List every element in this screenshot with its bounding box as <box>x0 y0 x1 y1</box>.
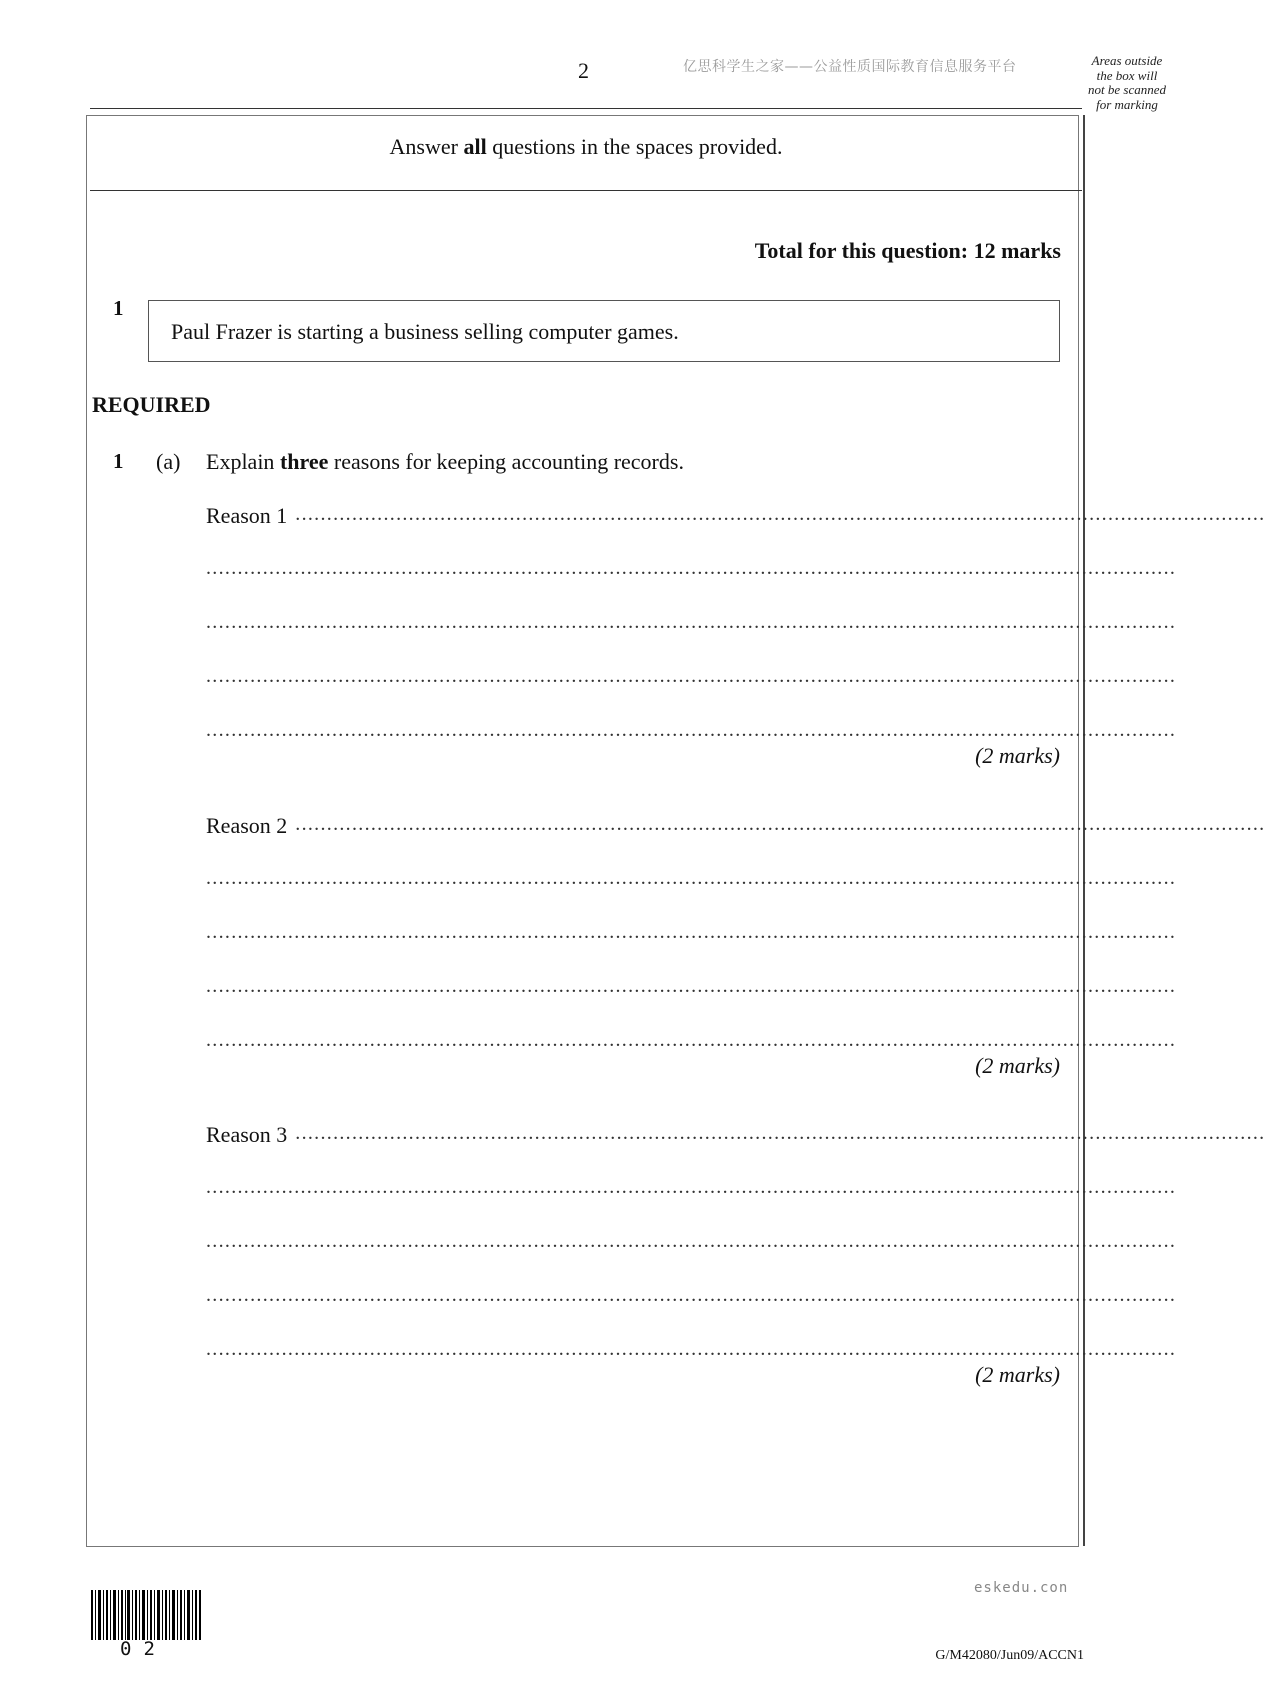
answer-line[interactable]: .......................................................................................................................................................... <box>206 1284 1177 1306</box>
page-number: 2 <box>578 58 589 83</box>
instructions <box>90 134 1082 160</box>
prompt-emphasis: three <box>279 449 329 474</box>
margin-note-line: the box will <box>1096 67 1158 83</box>
margin-note-line: Areas outside <box>1091 53 1163 68</box>
answer-line[interactable]: .......................................................................................................................................................... <box>206 611 1177 633</box>
question-total: Total for this question: 12 marks <box>754 238 1061 263</box>
answer-line[interactable]: Reason 2 .......................................................................................................................................................... <box>206 813 1265 838</box>
part-number: 1 <box>113 449 124 473</box>
barcode-icon <box>91 1590 201 1640</box>
instructions-text: Answer <box>389 134 464 159</box>
barcode-digits: 02 <box>120 1638 167 1660</box>
answer-line[interactable]: .......................................................................................................................................................... <box>206 665 1177 687</box>
paper-reference: G/M42080/Jun09/ACCN1 <box>935 1648 1084 1663</box>
margin-note-line: not be scanned <box>1088 82 1166 97</box>
margin-note-line: for marking <box>1096 96 1158 112</box>
reason-label: Reason 2 <box>206 813 288 838</box>
question-prompt <box>206 449 684 475</box>
answer-line[interactable]: .......................................................................................................................................................... <box>206 557 1177 579</box>
answer-line[interactable]: .......................................................................................................................................................... <box>206 975 1177 997</box>
marks-label: (2 marks) <box>975 1362 1060 1387</box>
header-rule <box>90 108 1082 109</box>
reason-label: Reason 1 <box>206 503 288 528</box>
instructions-text: questions in the spaces provided. <box>486 134 783 159</box>
site-watermark: eskedu.con <box>974 1580 1069 1596</box>
answer-line[interactable]: .......................................................................................................................................................... <box>206 1029 1177 1051</box>
answer-line[interactable]: .......................................................................................................................................................... <box>206 1176 1177 1198</box>
prompt-text: Explain <box>206 449 280 474</box>
watermark-text: 亿思科学生之家——公益性质国际教育信息服务平台 <box>683 59 1017 75</box>
answer-line[interactable]: .......................................................................................................................................................... <box>206 867 1177 889</box>
answer-line[interactable]: Reason 1 .......................................................................................................................................................... <box>206 503 1265 528</box>
answer-line[interactable]: .......................................................................................................................................................... <box>206 719 1177 741</box>
answer-line[interactable]: .......................................................................................................................................................... <box>206 1230 1177 1252</box>
marks-label: (2 marks) <box>975 1053 1060 1078</box>
part-label: (a) <box>156 449 181 474</box>
instructions-rule <box>90 190 1082 191</box>
answer-line[interactable]: .......................................................................................................................................................... <box>206 1338 1177 1360</box>
marks-label: (2 marks) <box>975 743 1060 768</box>
prompt-text: reasons for keeping accounting records. <box>328 449 684 474</box>
answer-line[interactable]: .......................................................................................................................................................... <box>206 921 1177 943</box>
margin-note <box>1078 54 1176 112</box>
required-heading: REQUIRED <box>92 392 211 417</box>
instructions-emphasis: all <box>463 134 487 159</box>
answer-line[interactable]: Reason 3 .......................................................................................................................................................... <box>206 1122 1265 1147</box>
question-number: 1 <box>113 296 124 320</box>
scenario-text: Paul Frazer is starting a business selling computer games. <box>171 319 679 344</box>
reason-label: Reason 3 <box>206 1122 288 1147</box>
